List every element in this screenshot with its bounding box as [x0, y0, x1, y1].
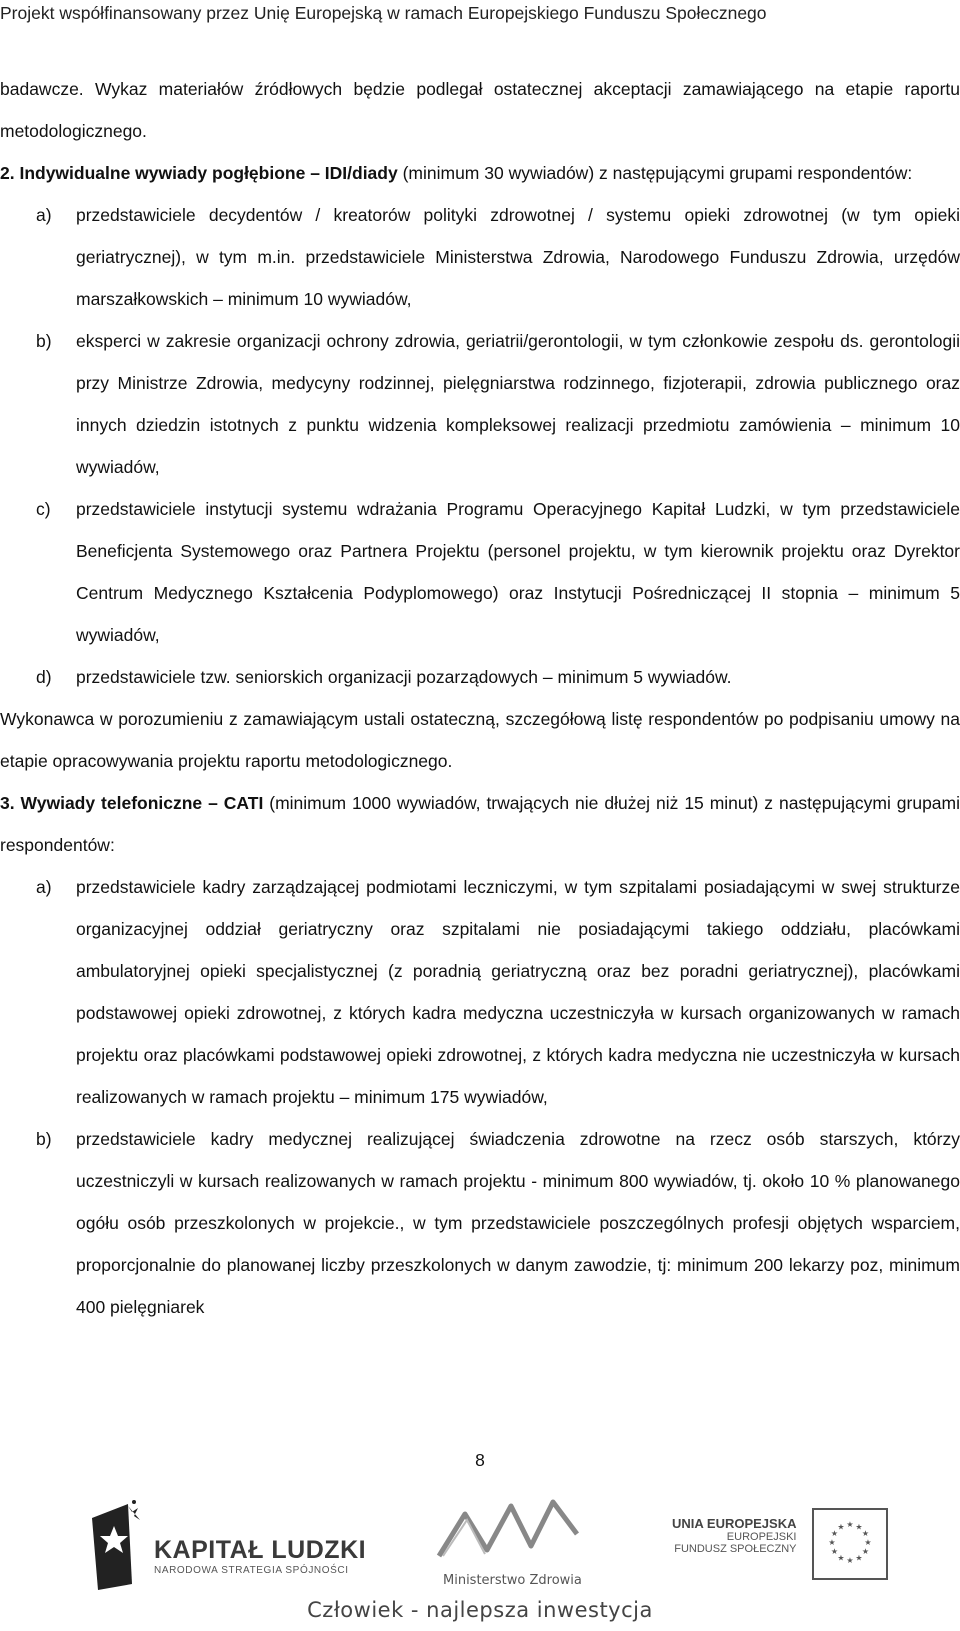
page-header: Projekt współfinansowany przez Unię Europejską w ramach Europejskiego Funduszu Społecznego — [0, 3, 767, 23]
list-item — [0, 1118, 960, 1328]
svg-text:★: ★ — [830, 1547, 839, 1556]
svg-text:★: ★ — [837, 1553, 845, 1563]
svg-text:★: ★ — [830, 1529, 839, 1538]
section-2-title: 2. Indywidualne wywiady pogłębione – IDI/diady — [0, 163, 398, 183]
list-marker: a) — [36, 877, 52, 897]
list-item — [0, 320, 960, 488]
list-item-text: przedstawiciele kadry zarządzającej podmiotami leczniczymi, w tym szpitalami posiadającymi w swej strukturze organizacyjnej oddział geriatryczny oraz szpitalami nie posiadającymi takiego oddziału, placówkami ambulatoryjnej opieki specjalistycznej (z poradnią geriatryczną oraz bez poradni geriatrycznej), placówkami podstawowej opieki zdrowotnej, z których kadra medyczna uczestniczyła w kursach organizowanych w ramach projektu oraz placówkami podstawowej opieki zdrowotnej, z których kadra medyczna nie uczestniczyła w kursach realizowanych w ramach projektu – minimum 175 wywiadów, — [76, 877, 960, 1107]
list-marker: b) — [36, 331, 52, 351]
kapital-ludzki-emblem-icon — [88, 1498, 148, 1594]
section-3-heading — [0, 782, 960, 866]
svg-text:★: ★ — [855, 1522, 863, 1532]
list-marker: c) — [36, 499, 51, 519]
ministerstwo-zdrowia-logo — [435, 1494, 585, 1588]
list-item-text: przedstawiciele instytucji systemu wdrażania Programu Operacyjnego Kapitał Ludzki, w tym przedstawiciele Beneficjenta Systemowego oraz Partnera Projektu (personel projektu, w tym kierownik projektu oraz Dyrektor Centrum Medycznego Kształcenia Podyplomowego) oraz Instytucji Pośredniczącej II stopnia – minimum 5 wywiadów, — [76, 499, 960, 645]
svg-text:★: ★ — [864, 1538, 872, 1547]
list-item-text: eksperci w zakresie organizacji ochrony zdrowia, geriatrii/gerontologii, w tym członkowie zespołu ds. gerontologii przy Ministrze Zdrowia, medycyny rodzinnej, pielęgniarstwa rodzinnego, fizjoterapii, zdrowia publicznego oraz innych dziedzin istotnych z punktu widzenia kompleksowej realizacji przedmiotu zamówienia – minimum 10 wywiadów, — [76, 331, 960, 477]
list-item-text: przedstawiciele tzw. seniorskich organizacji pozarządowych – minimum 5 wywiadów. — [76, 667, 732, 687]
slogan: Człowiek - najlepsza inwestycja — [307, 1598, 653, 1622]
section-2-lead: (minimum 30 wywiadów) z następującymi grupami respondentów: — [397, 163, 913, 183]
ue-efs-logo — [672, 1516, 796, 1555]
list-item — [0, 194, 960, 320]
list-marker: d) — [36, 667, 52, 687]
ue-line-1: UNIA EUROPEJSKA — [672, 1516, 797, 1531]
paragraph-intro: badawcze. Wykaz materiałów źródłowych będzie podlegał ostatecznej akceptacji zamawiającego na etapie raportu metodologicznego. — [0, 79, 960, 141]
list-item — [0, 656, 960, 698]
svg-text:★: ★ — [828, 1538, 836, 1547]
footer-logos — [0, 1490, 960, 1631]
svg-text:★: ★ — [861, 1547, 870, 1556]
section-2-heading — [0, 152, 960, 194]
section-3-lead: (minimum 1000 wywiadów, trwających nie dłużej niż 15 minut) z następującymi grupami respondentów: — [0, 793, 960, 855]
list-item-text: przedstawiciele decydentów / kreatorów polityki zdrowotnej / systemu opieki zdrowotnej (w tym opieki geriatrycznej), w tym m.in. przedstawiciele Ministerstwa Zdrowia, Narodowego Funduszu Zdrowia, urzędów marszałkowskich – minimum 10 wywiadów, — [76, 205, 960, 309]
kapital-ludzki-title: KAPITAŁ LUDZKI — [154, 1536, 367, 1564]
list-item-text: przedstawiciele kadry medycznej realizującej świadczenia zdrowotne na rzecz osób starszych, którzy uczestniczyli w kursach realizowanych w ramach projektu - minimum 800 wywiadów, tj. około 10 % planowanego ogółu osób przeszkolonych w projekcie., w tym przedstawiciele poszczególnych profesji objętych wsparciem, proporcjonalnie do planowanej liczby przeszkolonych w danym zawodzie, tj: minimum 200 lekarzy poz, minimum 400 pielęgniarek — [76, 1129, 960, 1317]
list-marker: a) — [36, 205, 52, 225]
svg-text:★: ★ — [846, 1520, 854, 1529]
page-number: 8 — [475, 1450, 485, 1470]
section-2-list — [0, 194, 960, 698]
svg-text:★: ★ — [861, 1529, 870, 1538]
ue-line-3: FUNDUSZ SPOŁECZNY — [674, 1543, 797, 1555]
eu-flag-icon — [812, 1508, 888, 1580]
list-marker: b) — [36, 1129, 52, 1149]
list-item — [0, 488, 960, 656]
list-item — [0, 866, 960, 1118]
section-3-title: 3. Wywiady telefoniczne – CATI — [0, 793, 264, 813]
document-body — [0, 68, 960, 1328]
ministerstwo-zdrowia-name: Ministerstwo Zdrowia — [443, 1573, 582, 1588]
paragraph-respondents-note: Wykonawca w porozumieniu z zamawiającym ustali ostateczną, szczegółową listę respondentów po podpisaniu umowy na etapie opracowywania projektu raportu metodologicznego. — [0, 709, 960, 771]
ministerstwo-zdrowia-emblem-icon — [435, 1494, 585, 1566]
ue-line-2: EUROPEJSKI — [726, 1531, 797, 1543]
svg-text:★: ★ — [846, 1556, 854, 1565]
kapital-ludzki-subtitle: NARODOWA STRATEGIA SPÓJNOŚCI — [154, 1565, 349, 1576]
svg-text:★: ★ — [837, 1522, 845, 1532]
svg-text:★: ★ — [855, 1553, 863, 1563]
section-3-list — [0, 866, 960, 1328]
